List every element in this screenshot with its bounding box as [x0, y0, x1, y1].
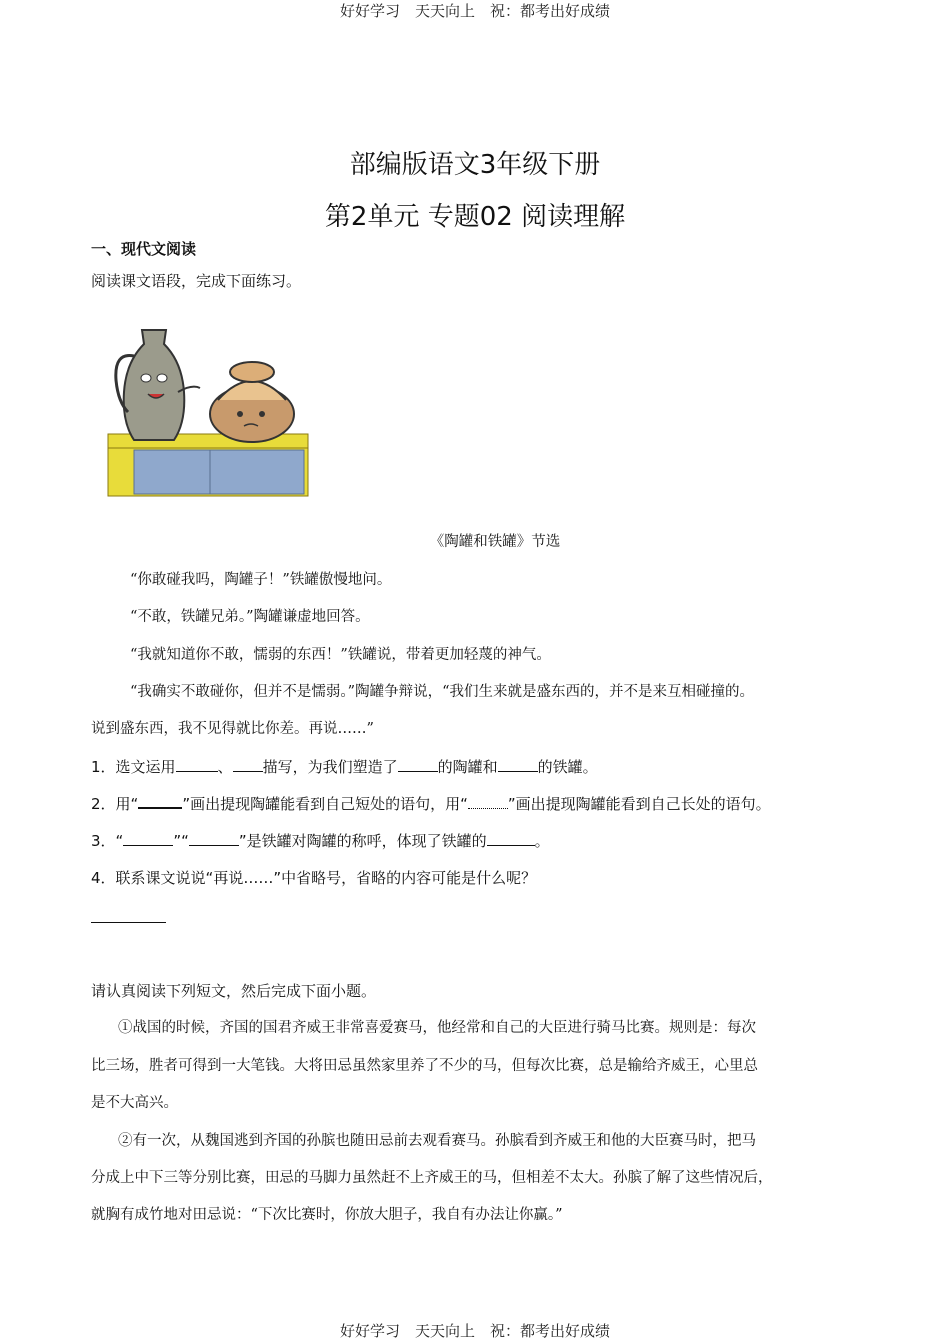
answer-blank[interactable]: [398, 757, 438, 772]
clay-pot-eye-left: [237, 411, 243, 417]
story-line-2: 比三场，胜者可得到一大笔钱。大将田忌虽然家里养了不少的马，但每次比赛，总是输给齐威王，心里总: [91, 1058, 758, 1074]
excerpt-caption: 《陶罐和铁罐》节选: [429, 534, 561, 550]
story-line-6: 就胸有成竹地对田忌说：“下次比赛时，你放大胆子，我自有办法让你赢。”: [91, 1207, 563, 1223]
answer-blank[interactable]: [498, 757, 538, 772]
question-3: 3．“ ”“ ”是铁罐对陶罐的称呼，体现了铁罐的 。: [91, 832, 550, 850]
iron-pot-eye-right: [157, 374, 167, 382]
paragraph-1: “你敢碰我吗，陶罐子！”铁罐傲慢地问。: [130, 572, 392, 588]
answer-blank[interactable]: [189, 831, 239, 846]
paragraph-4: “我确实不敢碰你，但并不是懦弱。”陶罐争辩说，“我们生来就是盛东西的，并不是来互相碰撞的。: [130, 684, 754, 700]
answer-blank[interactable]: [487, 831, 535, 846]
title-unit: 第2单元 专题02 阅读理解: [324, 202, 626, 232]
question-2: 2．用“ ”画出提现陶罐能看到自己短处的语句，用“ ”画出提现陶罐能看到自己长处的语句。: [91, 795, 771, 813]
paragraph-2: “不敢，铁罐兄弟。”陶罐谦虚地回答。: [130, 609, 370, 625]
iron-pot: [124, 330, 185, 440]
answer-blank[interactable]: [233, 757, 263, 772]
answer-blank[interactable]: [176, 757, 218, 772]
answer-blank[interactable]: [123, 831, 173, 846]
story-line-3: 是不大高兴。: [91, 1095, 178, 1111]
clay-pot-eye-right: [259, 411, 265, 417]
reading-instruction-2: 请认真阅读下列短文，然后完成下面小题。: [91, 982, 377, 1000]
story-line-1: ①战国的时候，齐国的国君齐威王非常喜爱赛马，他经常和自己的大臣进行骑马比赛。规则是：每次: [118, 1020, 756, 1036]
pot-illustration: [104, 322, 310, 498]
paragraph-3: “我就知道你不敢，懦弱的东西！”铁罐说，带着更加轻蔑的神气。: [130, 647, 551, 663]
question-4: 4．联系课文说说“再说……”中省略号，省略的内容可能是什么呢？: [91, 869, 537, 887]
section-heading: 一、现代文阅读: [91, 240, 197, 258]
story-line-4: ②有一次，从魏国逃到齐国的孙膑也随田忌前去观看赛马。孙膑看到齐威王和他的大臣赛马时，把马: [118, 1133, 756, 1149]
wavy-line-mark: [468, 794, 508, 809]
paragraph-5: 说到盛东西，我不见得就比你差。再说……”: [91, 721, 374, 737]
clay-pot-lid: [230, 362, 274, 382]
page-footer: 好好学习 天天向上 祝：都考出好成绩: [339, 1322, 610, 1340]
clay-pot-top: [218, 381, 286, 400]
cabinet-door-left: [134, 450, 210, 494]
title-grade: 部编版语文3年级下册: [349, 150, 601, 180]
straight-line-mark: [138, 793, 182, 809]
story-line-5: 分成上中下三等分别比赛，田忌的马脚力虽然赶不上齐威王的马，但相差不太大。孙膑了解了这些情况后，: [91, 1170, 773, 1186]
page-header: 好好学习 天天向上 祝：都考出好成绩: [339, 2, 610, 20]
iron-pot-eye-left: [141, 374, 151, 382]
reading-instruction: 阅读课文语段，完成下面练习。: [91, 272, 302, 290]
cabinet-door-right: [210, 450, 304, 494]
answer-line[interactable]: [91, 922, 166, 923]
question-1: 1．选文运用 、 描写，为我们塑造了 的陶罐和 的铁罐。: [91, 758, 598, 776]
